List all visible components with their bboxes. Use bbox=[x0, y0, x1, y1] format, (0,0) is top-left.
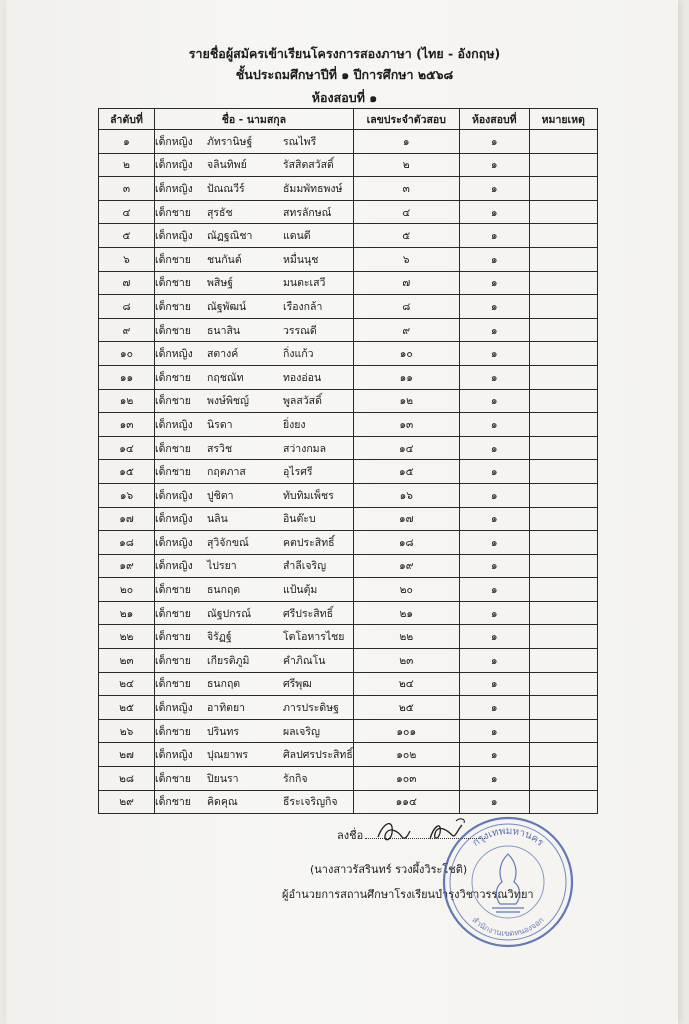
name-prefix: เด็กหญิง bbox=[155, 489, 193, 502]
name-prefix: เด็กชาย bbox=[155, 725, 191, 738]
applicant-name bbox=[155, 271, 354, 295]
row-number: ๗ bbox=[99, 271, 155, 295]
name-prefix: เด็กหญิง bbox=[155, 348, 193, 361]
remark bbox=[529, 177, 597, 201]
name-prefix: เด็กหญิง bbox=[155, 536, 193, 549]
applicant-name bbox=[155, 224, 354, 248]
exam-room: ๑ bbox=[459, 531, 529, 555]
exam-id: ๖ bbox=[353, 247, 459, 271]
name-prefix: เด็กชาย bbox=[155, 654, 191, 667]
table-row bbox=[99, 601, 598, 625]
row-number: ๒๖ bbox=[99, 719, 155, 743]
applicant-table bbox=[98, 108, 598, 814]
exam-id: ๒๔ bbox=[353, 672, 459, 696]
last-name: กิ่งแก้ว bbox=[283, 348, 314, 361]
last-name: ผลเจริญ bbox=[283, 725, 320, 738]
exam-id: ๒๒ bbox=[353, 625, 459, 649]
first-name: กฤตภาส bbox=[207, 466, 246, 479]
signer-position: ผู้อำนวยการสถานศึกษาโรงเรียนบำรุงวิชาวรรณวิทยา bbox=[282, 888, 534, 901]
table-row bbox=[99, 460, 598, 484]
last-name: มนตะเสวี bbox=[283, 277, 326, 290]
first-name: สรวิช bbox=[207, 442, 233, 455]
remark bbox=[529, 578, 597, 602]
row-number: ๑๐ bbox=[99, 342, 155, 366]
signer-name: (นางสาวรัสรินทร์ รวงผึ้งวิระโชติ) bbox=[310, 863, 468, 876]
applicant-name bbox=[155, 318, 354, 342]
header-exam-id: เลขประจำตัวสอบ bbox=[353, 109, 459, 130]
exam-room: ๑ bbox=[459, 224, 529, 248]
table-row bbox=[99, 177, 598, 201]
table-row bbox=[99, 153, 598, 177]
exam-room: ๑ bbox=[459, 389, 529, 413]
name-prefix: เด็กชาย bbox=[155, 395, 191, 408]
last-name: ทองอ่อน bbox=[283, 371, 322, 384]
last-name: สำลีเจริญ bbox=[283, 560, 327, 573]
remark bbox=[529, 318, 597, 342]
row-number: ๙ bbox=[99, 318, 155, 342]
exam-room: ๑ bbox=[459, 342, 529, 366]
exam-id: ๑๑ bbox=[353, 365, 459, 389]
remark bbox=[529, 649, 597, 673]
table-row bbox=[99, 295, 598, 319]
table-row bbox=[99, 483, 598, 507]
table-row bbox=[99, 342, 598, 366]
table-row bbox=[99, 649, 598, 673]
first-name: ภัทรานิษฐ์ bbox=[207, 135, 253, 148]
remark bbox=[529, 342, 597, 366]
remark bbox=[529, 436, 597, 460]
exam-id: ๒๓ bbox=[353, 649, 459, 673]
table-row bbox=[99, 719, 598, 743]
row-number: ๑๙ bbox=[99, 554, 155, 578]
name-prefix: เด็กหญิง bbox=[155, 560, 193, 573]
applicant-name bbox=[155, 719, 354, 743]
first-name: สุวิจักขณ์ bbox=[207, 536, 249, 549]
last-name: ธีระเจริญกิจ bbox=[283, 796, 338, 809]
exam-room: ๑ bbox=[459, 130, 529, 154]
last-name: รัสสิตสวัสดิ์ bbox=[283, 159, 334, 172]
remark bbox=[529, 672, 597, 696]
exam-room: ๑ bbox=[459, 601, 529, 625]
remark bbox=[529, 224, 597, 248]
table-row bbox=[99, 625, 598, 649]
applicant-name bbox=[155, 130, 354, 154]
last-name: อินต๊ะบ bbox=[283, 513, 316, 526]
applicant-name bbox=[155, 436, 354, 460]
table-row bbox=[99, 130, 598, 154]
first-name: นิรดา bbox=[207, 418, 233, 431]
exam-room: ๑ bbox=[459, 719, 529, 743]
remark bbox=[529, 531, 597, 555]
applicant-name bbox=[155, 672, 354, 696]
first-name: ณัฐพัฒน์ bbox=[207, 300, 247, 313]
row-number: ๑๔ bbox=[99, 436, 155, 460]
last-name: รณไพรี bbox=[283, 135, 317, 148]
exam-id: ๑๒ bbox=[353, 389, 459, 413]
name-prefix: เด็กชาย bbox=[155, 466, 191, 479]
exam-id: ๒๕ bbox=[353, 696, 459, 720]
applicant-name bbox=[155, 389, 354, 413]
first-name: ชนกันต์ bbox=[207, 253, 242, 266]
remark bbox=[529, 153, 597, 177]
remark bbox=[529, 625, 597, 649]
row-number: ๖ bbox=[99, 247, 155, 271]
exam-id: ๑๕ bbox=[353, 460, 459, 484]
table-row bbox=[99, 507, 598, 531]
applicant-name bbox=[155, 531, 354, 555]
name-prefix: เด็กหญิง bbox=[155, 182, 193, 195]
row-number: ๑๘ bbox=[99, 531, 155, 555]
sign-label: ลงชื่อ bbox=[337, 829, 364, 842]
last-name: พูลสวัสดิ์ bbox=[283, 395, 322, 408]
exam-room: ๑ bbox=[459, 507, 529, 531]
table-header-row bbox=[99, 109, 598, 130]
first-name: พงษ์พิชญ์ bbox=[207, 395, 249, 408]
remark bbox=[529, 365, 597, 389]
table-row bbox=[99, 365, 598, 389]
row-number: ๑๗ bbox=[99, 507, 155, 531]
row-number: ๑๖ bbox=[99, 483, 155, 507]
exam-room: ๑ bbox=[459, 672, 529, 696]
exam-room: ๑ bbox=[459, 247, 529, 271]
last-name: สทรลักษณ์ bbox=[283, 206, 332, 219]
exam-id: ๙ bbox=[353, 318, 459, 342]
remark bbox=[529, 295, 597, 319]
exam-room: ๑ bbox=[459, 649, 529, 673]
name-prefix: เด็กชาย bbox=[155, 607, 191, 620]
exam-room: ๑ bbox=[459, 790, 529, 814]
table-row bbox=[99, 318, 598, 342]
remark bbox=[529, 554, 597, 578]
first-name: ธนกฤต bbox=[207, 584, 241, 597]
applicant-name bbox=[155, 743, 354, 767]
last-name: ธัมมพัทธพงษ์ bbox=[283, 182, 343, 195]
exam-id: ๑ bbox=[353, 130, 459, 154]
exam-id: ๘ bbox=[353, 295, 459, 319]
remark bbox=[529, 719, 597, 743]
exam-room: ๑ bbox=[459, 578, 529, 602]
name-prefix: เด็กชาย bbox=[155, 371, 191, 384]
table-row bbox=[99, 436, 598, 460]
name-prefix: เด็กชาย bbox=[155, 796, 191, 809]
table-row bbox=[99, 578, 598, 602]
remark bbox=[529, 130, 597, 154]
exam-room: ๑ bbox=[459, 153, 529, 177]
name-prefix: เด็กชาย bbox=[155, 253, 191, 266]
first-name: ธนาสิน bbox=[207, 324, 241, 337]
exam-room: ๑ bbox=[459, 743, 529, 767]
first-name: จิรัฏฐ์ bbox=[207, 631, 232, 644]
row-number: ๔ bbox=[99, 200, 155, 224]
name-prefix: เด็กชาย bbox=[155, 772, 191, 785]
first-name: เกียรติภูมิ bbox=[207, 654, 250, 667]
exam-room: ๑ bbox=[459, 554, 529, 578]
applicant-name bbox=[155, 342, 354, 366]
exam-id: ๑๐๒ bbox=[353, 743, 459, 767]
exam-id: ๒๐ bbox=[353, 578, 459, 602]
applicant-name bbox=[155, 578, 354, 602]
last-name: หมื่นนุช bbox=[283, 253, 319, 266]
last-name: ศรีประสิทธิ์ bbox=[283, 607, 333, 620]
row-number: ๕ bbox=[99, 224, 155, 248]
header-remark: หมายเหตุ bbox=[529, 109, 597, 130]
exam-id: ๑๑๔ bbox=[353, 790, 459, 814]
exam-id: ๑๘ bbox=[353, 531, 459, 555]
row-number: ๑๓ bbox=[99, 413, 155, 437]
first-name: ณัฏฐณิชา bbox=[207, 230, 253, 243]
applicant-name bbox=[155, 625, 354, 649]
last-name: สว่างกมล bbox=[283, 442, 327, 455]
exam-id: ๔ bbox=[353, 200, 459, 224]
first-name: ปูชิตา bbox=[207, 489, 234, 502]
table-row bbox=[99, 389, 598, 413]
name-prefix: เด็กชาย bbox=[155, 678, 191, 691]
table-row bbox=[99, 413, 598, 437]
exam-room-heading: ห้องสอบที่ ๑ bbox=[311, 90, 378, 105]
first-name: พสิษฐ์ bbox=[207, 277, 234, 290]
name-prefix: เด็กชาย bbox=[155, 324, 191, 337]
exam-room: ๑ bbox=[459, 271, 529, 295]
last-name: แดนดี bbox=[283, 230, 311, 243]
svg-text:สำนักงานเขตหนองจอก bbox=[470, 915, 545, 938]
row-number: ๒ bbox=[99, 153, 155, 177]
row-number: ๑ bbox=[99, 130, 155, 154]
remark bbox=[529, 790, 597, 814]
applicant-name bbox=[155, 177, 354, 201]
row-number: ๘ bbox=[99, 295, 155, 319]
exam-id: ๑๗ bbox=[353, 507, 459, 531]
first-name: อาทิตยา bbox=[207, 702, 245, 715]
name-prefix: เด็กชาย bbox=[155, 442, 191, 455]
first-name: ณัฐปกรณ์ bbox=[207, 607, 251, 620]
exam-room: ๑ bbox=[459, 696, 529, 720]
last-name: อุไรศรี bbox=[283, 466, 313, 479]
applicant-name bbox=[155, 247, 354, 271]
exam-room: ๑ bbox=[459, 625, 529, 649]
name-prefix: เด็กหญิง bbox=[155, 513, 193, 526]
applicant-name bbox=[155, 200, 354, 224]
exam-room: ๑ bbox=[459, 483, 529, 507]
last-name: คำภิณโน bbox=[283, 654, 326, 667]
remark bbox=[529, 271, 597, 295]
table-row bbox=[99, 790, 598, 814]
last-name: ทับทิมเพ็ชร bbox=[283, 489, 334, 502]
row-number: ๑๑ bbox=[99, 365, 155, 389]
header-no: ลำดับที่ bbox=[99, 109, 155, 130]
last-name: วรรณดี bbox=[283, 324, 317, 337]
table-row bbox=[99, 672, 598, 696]
first-name: ไปรยา bbox=[207, 560, 237, 573]
remark bbox=[529, 743, 597, 767]
remark bbox=[529, 200, 597, 224]
remark bbox=[529, 460, 597, 484]
exam-id: ๑๙ bbox=[353, 554, 459, 578]
name-prefix: เด็กหญิง bbox=[155, 159, 193, 172]
table-row bbox=[99, 247, 598, 271]
remark bbox=[529, 247, 597, 271]
applicant-name bbox=[155, 483, 354, 507]
applicant-name bbox=[155, 507, 354, 531]
row-number: ๑๒ bbox=[99, 389, 155, 413]
row-number: ๒๘ bbox=[99, 767, 155, 791]
applicant-name bbox=[155, 649, 354, 673]
last-name: ศิลปศรประสิทธิ์ bbox=[283, 749, 353, 762]
exam-room: ๑ bbox=[459, 318, 529, 342]
table-row bbox=[99, 531, 598, 555]
applicant-name bbox=[155, 790, 354, 814]
last-name: รักกิจ bbox=[283, 772, 308, 785]
table-row bbox=[99, 554, 598, 578]
first-name: ปัณณวีร์ bbox=[207, 182, 245, 195]
first-name: คิดคุณ bbox=[207, 796, 238, 809]
exam-room: ๑ bbox=[459, 295, 529, 319]
first-name: ปรินทร bbox=[207, 725, 240, 738]
stamp-top-text: กรุงเทพมหานคร bbox=[470, 825, 546, 849]
first-name: สุรธัช bbox=[207, 206, 233, 219]
name-prefix: เด็กชาย bbox=[155, 584, 191, 597]
name-prefix: เด็กหญิง bbox=[155, 230, 193, 243]
exam-id: ๑๐ bbox=[353, 342, 459, 366]
header-room: ห้องสอบที่ bbox=[459, 109, 529, 130]
row-number: ๑๕ bbox=[99, 460, 155, 484]
row-number: ๒๐ bbox=[99, 578, 155, 602]
official-seal-stamp bbox=[438, 812, 578, 956]
first-name: นลิน bbox=[207, 513, 228, 526]
applicant-name bbox=[155, 460, 354, 484]
table-row bbox=[99, 224, 598, 248]
name-prefix: เด็กชาย bbox=[155, 631, 191, 644]
exam-room: ๑ bbox=[459, 365, 529, 389]
last-name: แป้นตุ้ม bbox=[283, 584, 318, 597]
first-name: ปุณยาพร bbox=[207, 749, 249, 762]
remark bbox=[529, 507, 597, 531]
applicant-name bbox=[155, 153, 354, 177]
applicant-name bbox=[155, 767, 354, 791]
exam-id: ๑๐๑ bbox=[353, 719, 459, 743]
exam-id: ๓ bbox=[353, 177, 459, 201]
exam-id: ๑๖ bbox=[353, 483, 459, 507]
name-prefix: เด็กหญิง bbox=[155, 749, 193, 762]
exam-id: ๗ bbox=[353, 271, 459, 295]
exam-room: ๑ bbox=[459, 200, 529, 224]
row-number: ๒๙ bbox=[99, 790, 155, 814]
applicant-name bbox=[155, 365, 354, 389]
first-name: ปิยนรา bbox=[207, 772, 239, 785]
table-row bbox=[99, 200, 598, 224]
last-name: ศรีพุฒ bbox=[283, 678, 312, 691]
exam-room: ๑ bbox=[459, 436, 529, 460]
exam-id: ๒๑ bbox=[353, 601, 459, 625]
remark bbox=[529, 696, 597, 720]
exam-id: ๑๔ bbox=[353, 436, 459, 460]
applicant-name bbox=[155, 554, 354, 578]
applicant-name bbox=[155, 295, 354, 319]
exam-room: ๑ bbox=[459, 177, 529, 201]
table-row bbox=[99, 767, 598, 791]
row-number: ๒๕ bbox=[99, 696, 155, 720]
last-name: ยิ่งยง bbox=[283, 418, 306, 431]
row-number: ๓ bbox=[99, 177, 155, 201]
exam-id: ๕ bbox=[353, 224, 459, 248]
applicant-name bbox=[155, 601, 354, 625]
last-name: ภารประดิษฐ bbox=[283, 702, 339, 715]
remark bbox=[529, 601, 597, 625]
document-subtitle: ชั้นประถมศึกษาปีที่ ๑ ปีการศึกษา ๒๕๖๘ bbox=[235, 67, 454, 82]
remark bbox=[529, 483, 597, 507]
remark bbox=[529, 767, 597, 791]
row-number: ๒๑ bbox=[99, 601, 155, 625]
exam-room: ๑ bbox=[459, 413, 529, 437]
first-name: กฤชณัท bbox=[207, 371, 244, 384]
first-name: จลินทิพย์ bbox=[207, 159, 247, 172]
row-number: ๒๔ bbox=[99, 672, 155, 696]
applicant-name bbox=[155, 413, 354, 437]
first-name: สตางค์ bbox=[207, 348, 239, 361]
applicant-name bbox=[155, 696, 354, 720]
row-number: ๒๓ bbox=[99, 649, 155, 673]
exam-room: ๑ bbox=[459, 460, 529, 484]
first-name: ธนกฤต bbox=[207, 678, 241, 691]
header-name: ชื่อ - นามสกุล bbox=[155, 109, 354, 130]
row-number: ๒๗ bbox=[99, 743, 155, 767]
name-prefix: เด็กหญิง bbox=[155, 702, 193, 715]
last-name: เรืองกล้า bbox=[283, 300, 323, 313]
remark bbox=[529, 389, 597, 413]
name-prefix: เด็กชาย bbox=[155, 300, 191, 313]
row-number: ๒๒ bbox=[99, 625, 155, 649]
table-row bbox=[99, 743, 598, 767]
exam-id: ๑๓ bbox=[353, 413, 459, 437]
exam-room: ๑ bbox=[459, 767, 529, 791]
name-prefix: เด็กหญิง bbox=[155, 135, 193, 148]
last-name: คตประสิทธิ์ bbox=[283, 536, 335, 549]
name-prefix: เด็กชาย bbox=[155, 277, 191, 290]
remark bbox=[529, 413, 597, 437]
name-prefix: เด็กชาย bbox=[155, 206, 191, 219]
exam-id: ๑๐๓ bbox=[353, 767, 459, 791]
last-name: โตโอหารไชย bbox=[283, 631, 345, 644]
stamp-bottom-text: สำนักงานเขตหนองจอก bbox=[470, 915, 546, 939]
table-row bbox=[99, 271, 598, 295]
exam-id: ๒ bbox=[353, 153, 459, 177]
name-prefix: เด็กหญิง bbox=[155, 418, 193, 431]
document-title: รายชื่อผู้สมัครเข้าเรียนโครงการสองภาษา (ไทย - อังกฤษ) bbox=[188, 46, 501, 61]
table-row bbox=[99, 696, 598, 720]
